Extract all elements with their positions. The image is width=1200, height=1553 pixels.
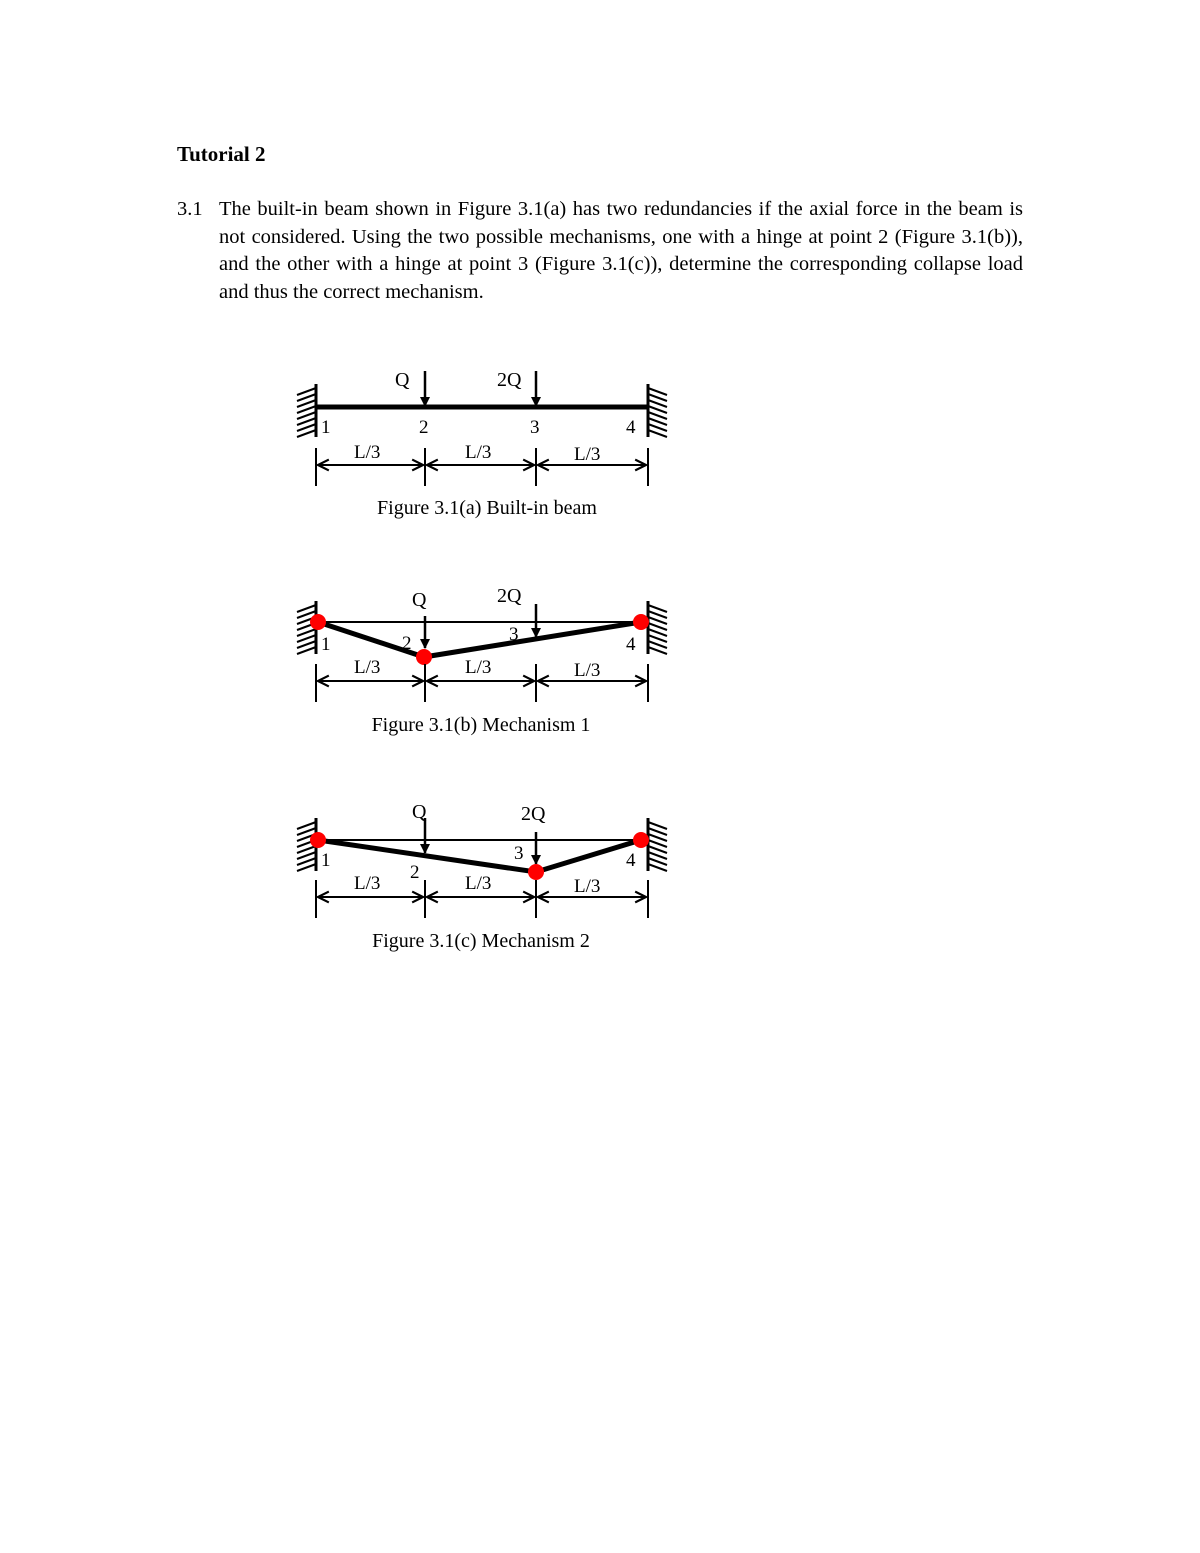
span-label-3: L/3 — [574, 876, 601, 897]
point-label-4: 4 — [626, 850, 636, 871]
span-label-1: L/3 — [354, 657, 381, 678]
span-label-2: L/3 — [465, 442, 492, 463]
hinge-1 — [310, 832, 326, 848]
fixed-support-right — [648, 818, 667, 871]
point-label-1: 1 — [321, 417, 331, 438]
load-label-q: Q — [412, 589, 427, 611]
hinge-4 — [633, 614, 649, 630]
fixed-support-right — [648, 384, 667, 437]
figure-caption-b: Figure 3.1(b) Mechanism 1 — [371, 714, 591, 736]
span-label-3: L/3 — [574, 444, 601, 465]
load-label-2q: 2Q — [497, 369, 522, 391]
page-title: Tutorial 2 — [177, 142, 266, 166]
hinge-4 — [633, 832, 649, 848]
figure-caption-a: Figure 3.1(a) Built-in beam — [377, 497, 597, 519]
deflected-beam — [318, 840, 641, 872]
span-label-2: L/3 — [465, 873, 492, 894]
span-label-1: L/3 — [354, 873, 381, 894]
load-label-2q: 2Q — [497, 585, 522, 607]
point-label-2: 2 — [410, 862, 420, 883]
hinge-3 — [528, 864, 544, 880]
point-label-1: 1 — [321, 850, 331, 871]
hinge-1 — [310, 614, 326, 630]
fixed-support-left — [297, 384, 316, 437]
point-label-1: 1 — [321, 634, 331, 655]
figure-a — [297, 369, 667, 519]
load-label-q: Q — [395, 369, 410, 391]
figure-caption-c: Figure 3.1(c) Mechanism 2 — [372, 930, 590, 952]
problem-text: The built-in beam shown in Figure 3.1(a) has two redundancies if the axial force in the beam is not considered. Using the two possible mechanisms, one with a hinge at point 2 (Figure 3.1(b)), and the other with a hinge at point 3 (Figure 3.1(c)), determine the corresponding collapse load and thus the correct mechanism. — [219, 198, 1023, 303]
span-label-3: L/3 — [574, 660, 601, 681]
fixed-support-right — [648, 601, 667, 654]
load-label-2q: 2Q — [521, 803, 546, 825]
figure-c — [297, 801, 667, 952]
point-label-3: 3 — [514, 843, 524, 864]
point-label-3: 3 — [530, 417, 540, 438]
point-label-3: 3 — [509, 624, 519, 645]
point-label-4: 4 — [626, 417, 636, 438]
deflected-beam — [318, 622, 641, 657]
point-label-4: 4 — [626, 634, 636, 655]
span-label-1: L/3 — [354, 442, 381, 463]
problem-number: 3.1 — [177, 198, 203, 220]
span-label-2: L/3 — [465, 657, 492, 678]
hinge-2 — [416, 649, 432, 665]
figure-b — [297, 585, 667, 736]
load-label-q: Q — [412, 801, 427, 823]
point-label-2: 2 — [419, 417, 429, 438]
point-label-2: 2 — [402, 633, 412, 654]
